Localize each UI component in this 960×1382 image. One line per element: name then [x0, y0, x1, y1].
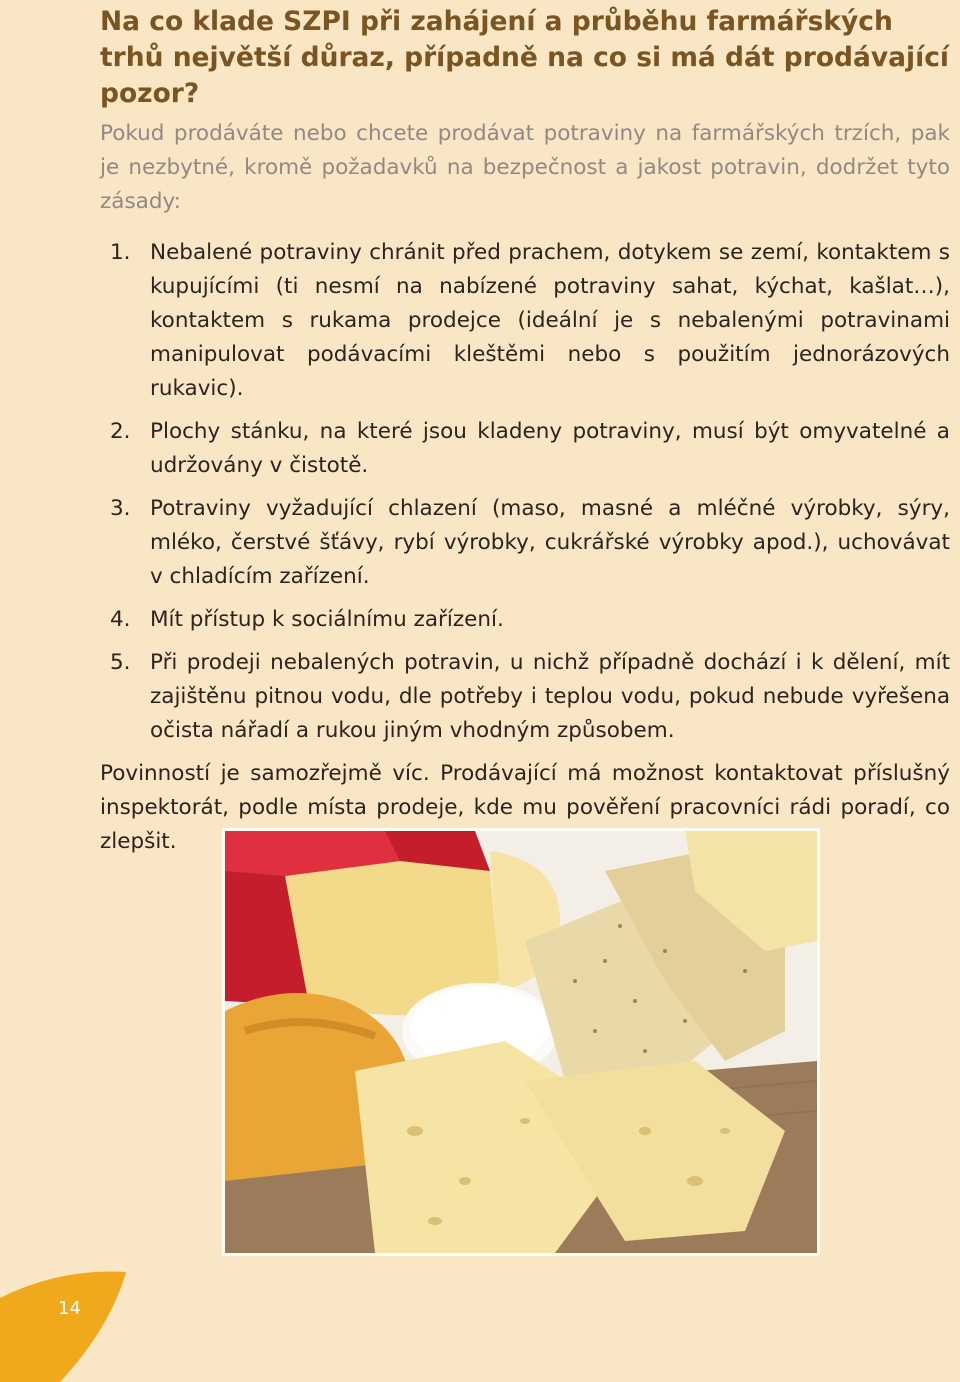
page-content: [100, 0, 950, 859]
list-item: [100, 492, 950, 594]
item-number: 5.: [110, 650, 131, 675]
intro-paragraph: Pokud prodáváte nebo chcete prodávat potraviny na farmářských trzích, pak je nezbytné, kromě požadavků na bezpečnost a jakost potravin, dodržet tyto zásady:: [100, 121, 950, 214]
page-number: 14: [58, 1298, 81, 1319]
list-item: [100, 415, 950, 483]
page-heading: Na co klade SZPI při zahájení a průběhu farmářských trhů největší důraz, případně na co si má dát prodávající pozor?: [100, 6, 949, 109]
item-text: Plochy stánku, na které jsou kladeny potraviny, musí být omyvatelné a udržovány v čistotě.: [150, 419, 950, 478]
item-number: 3.: [110, 496, 131, 521]
page-corner-shape: [0, 1268, 130, 1382]
rules-list: [100, 236, 950, 748]
list-item: [100, 236, 950, 406]
list-item: [100, 646, 950, 748]
item-text: Potraviny vyžadující chlazení (maso, masné a mléčné výrobky, sýry, mléko, čerstvé šťávy, rybí výrobky, cukrářské výrobky apod.), uchovávat v chladícím zařízení.: [150, 496, 950, 589]
item-text: Nebalené potraviny chránit před prachem, dotykem se zemí, kontaktem s kupujícími (ti nesmí na nabízené potraviny sahat, kýchat, kašlat…), kontaktem s rukama prodejce (ideální je s nebalenými potravinami manipulovat podávacími kleštěmi nebo s použitím jednorázových rukavic).: [150, 240, 950, 401]
item-number: 1.: [110, 240, 131, 265]
item-number: 2.: [110, 419, 131, 444]
closing-paragraph: Povinností je samozřejmě víc. Prodávající má možnost kontaktovat příslušný inspektorát, podle místa prodeje, kde mu pověření pracovníci rádi poradí, co zlepšit.: [100, 761, 950, 854]
item-text: Mít přístup k sociálnímu zařízení.: [150, 607, 504, 632]
item-number: 4.: [110, 607, 131, 632]
cheese-photo: [222, 828, 820, 1256]
list-item: [100, 603, 950, 637]
item-text: Při prodeji nebalených potravin, u nichž případně dochází i k dělení, mít zajištěnu pitnou vodu, dle potřeby i teplou vodu, pokud nebude vyřešena očista nářadí a rukou jiným vhodným způsobem.: [150, 650, 950, 743]
